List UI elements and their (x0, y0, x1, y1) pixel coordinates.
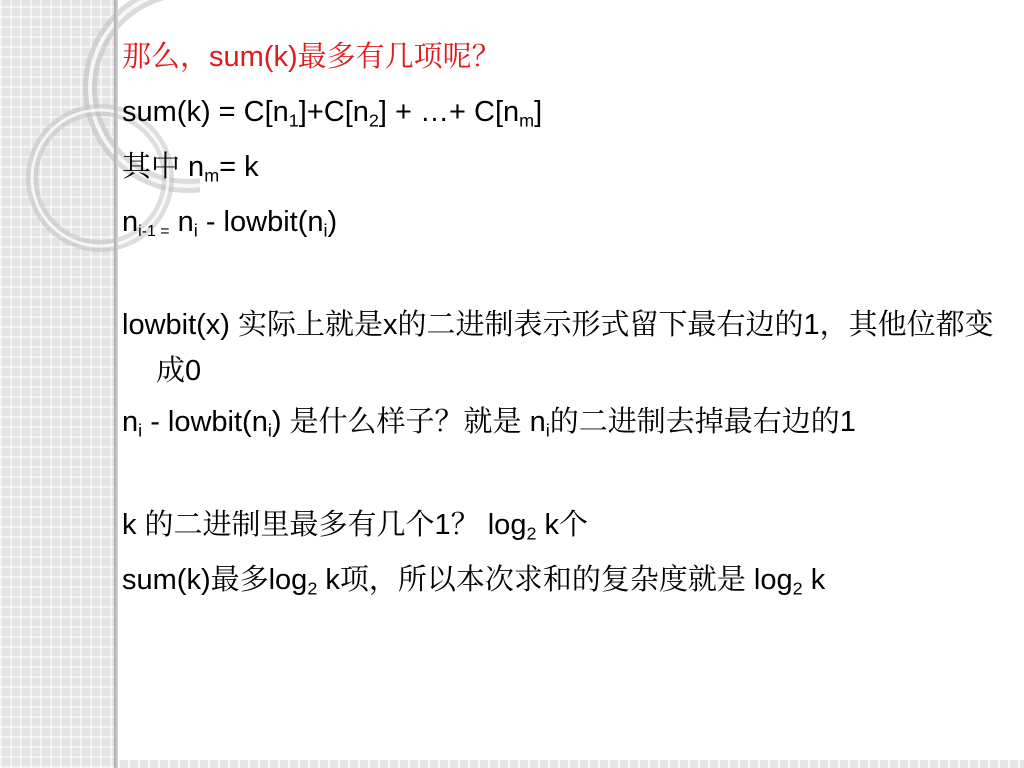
nm-definition-line: 其中 $n_m= k$ (122, 151, 259, 186)
question-line: 那么，sum(k)最多有几项呢？ (122, 41, 501, 73)
bit-count-line: k 的二进制里最多有几个1？ $\log_2 k$个 (122, 509, 589, 544)
slide-content (122, 30, 1002, 608)
recurrence-line: $n_{i-1 =}$ $n_i$ - $lowbit(n_i)$ (122, 206, 338, 241)
paragraph-spacer (122, 250, 1002, 298)
sum-formula-line: $sum(k) = C[n_1]+C[n_2]$ + …+ $C[n_m]$ (122, 96, 543, 131)
bottom-band (118, 760, 1024, 768)
complexity-conclusion: sum(k)最多$\log_2 k$项，所以本次求和的复杂度就是 $\log_2 k$ (122, 564, 826, 599)
lowbit-explanation: lowbit(x) 实际上就是x的二进制表示形式留下最右边的1，其他位都变成0 (122, 309, 994, 387)
ni-explanation: $n_i$ - $lowbit(n_i)$ 是什么样子？就是 $n_i$的二进制去掉最右边的1 (122, 406, 856, 441)
side-divider (114, 0, 118, 768)
paragraph-spacer (122, 450, 1002, 498)
